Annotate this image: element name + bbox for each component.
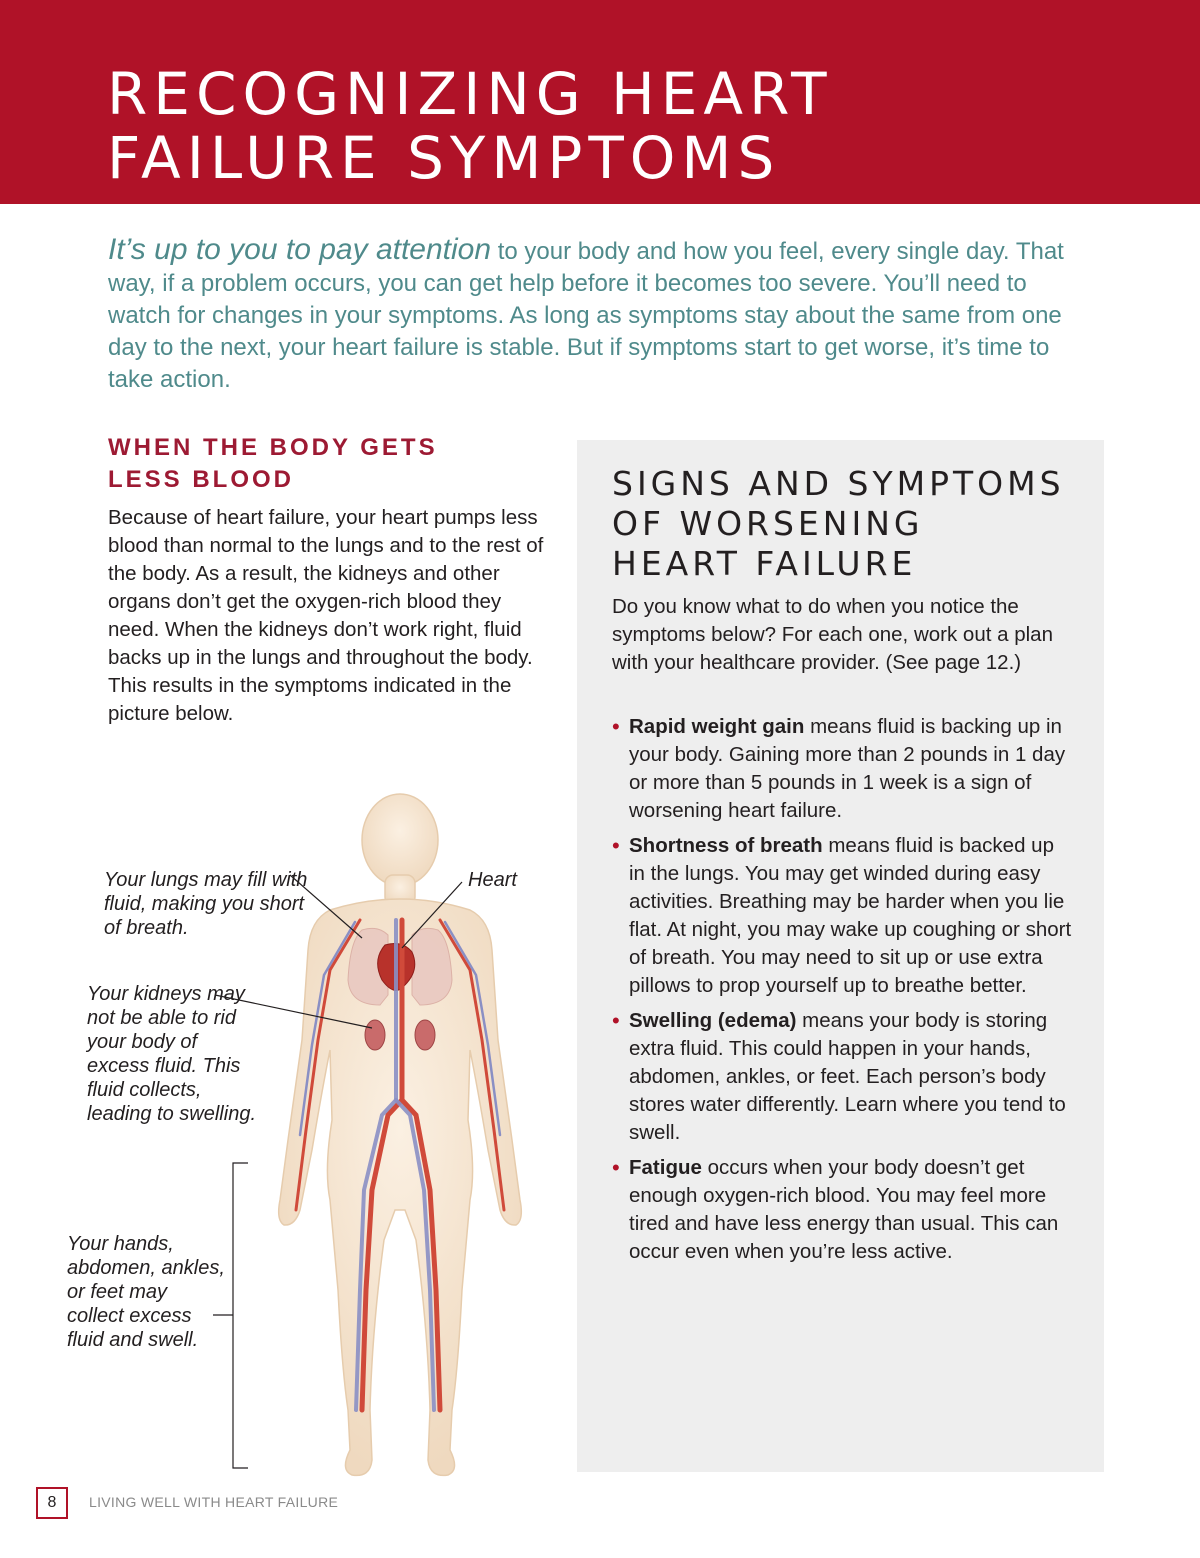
list-item	[612, 832, 1072, 1000]
bullet-icon: •	[612, 714, 620, 739]
footer-title: LIVING WELL WITH HEART FAILURE	[89, 1494, 339, 1510]
symptom-term: Fatigue	[629, 1156, 702, 1179]
page-header	[0, 0, 1200, 204]
symptom-text: means fluid is backing up in your body. Gaining more than 2 pounds in 1 day or more than 5 pounds in 1 week is a sign of worsening heart failure.	[629, 715, 1066, 822]
symptoms-sidebar	[577, 440, 1104, 1472]
body-illustration-figure	[0, 770, 570, 1500]
less-blood-paragraph: Because of heart failure, your heart pumps less blood than normal to the lungs and to the rest of the body. As a result, the kidneys and other organs don’t get the oxygen-rich blood they need. When the kidneys don’t work right, fluid backs up in the lungs and throughout the body. This results in the symptoms indicated in the picture below.	[108, 506, 544, 725]
list-item	[612, 1154, 1072, 1266]
section-heading-line-1: WHEN THE BODY GETS	[108, 434, 438, 461]
sidebar-intro: Do you know what to do when you notice the symptoms below? For each one, work out a plan with your healthcare provider. (See page 12.)	[612, 595, 1053, 674]
intro-text: to your body and how you feel, every single day. That way, if a problem occurs, you can get help before it becomes too severe. You’ll need to watch for changes in your symptoms. As long as symptoms stay about the same from one day to the next, your heart failure is stable. But if symptoms start to get worse, it’s time to take action.	[108, 238, 1064, 393]
symptom-term: Swelling (edema)	[629, 1009, 797, 1032]
intro-paragraph	[108, 234, 1088, 396]
list-item	[612, 1007, 1072, 1147]
sidebar-heading-line-2: OF WORSENING	[612, 504, 924, 543]
section-heading-less-blood	[108, 432, 548, 496]
bullet-icon: •	[612, 1155, 620, 1180]
symptom-term: Shortness of breath	[629, 834, 823, 857]
section-heading-line-2: LESS BLOOD	[108, 466, 295, 493]
page-title-line-2: FAILURE SYMPTOMS	[107, 124, 781, 192]
symptom-text: means your body is storing extra fluid. This could happen in your hands, abdomen, ankles, or feet. Each person’s body stores water differently. Learn where you tend to swell.	[629, 1009, 1066, 1144]
symptom-term: Rapid weight gain	[629, 715, 805, 738]
symptom-text: occurs when your body doesn’t get enough oxygen-rich blood. You may feel more tired and have less energy than usual. This can occur even when you’re less active.	[629, 1156, 1059, 1263]
sidebar-heading-line-3: HEART FAILURE	[612, 544, 917, 583]
bullet-icon: •	[612, 1008, 620, 1033]
page-number: 8	[36, 1487, 68, 1519]
page-title	[107, 62, 1107, 190]
list-item	[612, 713, 1072, 825]
intro-lead: It’s up to you to pay attention	[108, 233, 492, 266]
page-title-line-1: RECOGNIZING HEART	[107, 60, 833, 128]
sidebar-heading	[612, 464, 1092, 584]
callout-kidneys: Your kidneys may not be able to rid your body of excess fluid. This fluid collects, leading to swelling.	[87, 983, 256, 1125]
sidebar-heading-line-1: SIGNS AND SYMPTOMS	[612, 464, 1065, 503]
symptom-list	[612, 713, 1072, 1273]
callout-heart: Heart	[468, 869, 517, 891]
callout-swelling: Your hands, abdomen, ankles, or feet may collect excess fluid and swell.	[67, 1233, 225, 1351]
symptom-text: means fluid is backed up in the lungs. You may get winded during easy activities. Breathing may be harder when you lie flat. At night, you may wake up coughing or short of breath. You may need to sit up or use extra pillows to prop yourself up to breathe better.	[629, 834, 1072, 997]
callout-lungs: Your lungs may fill with fluid, making you short of breath.	[104, 869, 308, 939]
bullet-icon: •	[612, 833, 620, 858]
